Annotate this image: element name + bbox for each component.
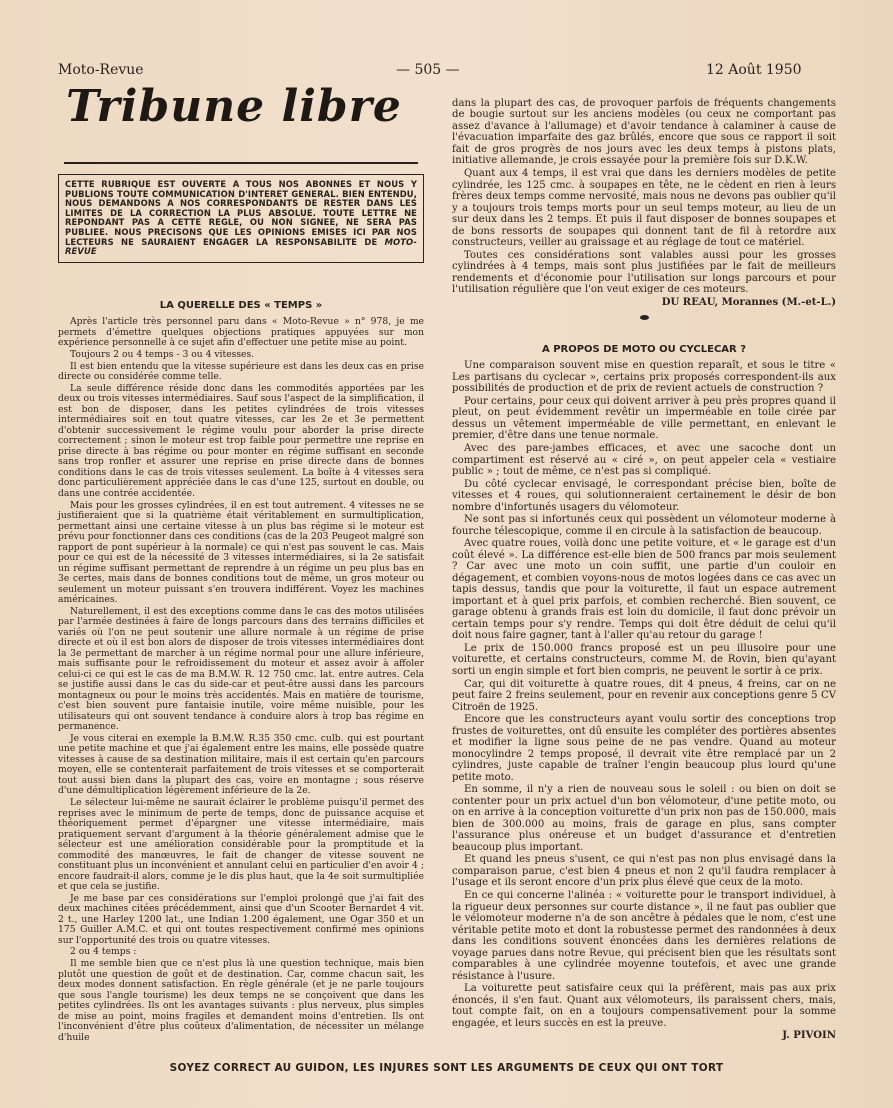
masthead-rule <box>64 162 418 164</box>
paragraph: En ce qui concerne l'alinéa : « voiturette pour le transport individuel, à la rigueur deux personnes sur courte distance », il ne faut pas oublier que le vélomoteur moderne n'a de son ancêtre à pédales que le nom, c'est une véritable petite moto et dont la robustesse permet des randonnées à deux dans les conditions souvent énoncées dans les dernières relations de voyage parues dans notre Revue, qui précisent bien que les résultats sont comparables à une cylindrée moyenne toutefois, et avec une grande résistance à l'usure. <box>452 890 836 982</box>
footer-motto: SOYEZ CORRECT AU GUIDON, LES INJURES SONT LES ARGUMENTS DE CEUX QUI ONT TORT <box>169 1062 724 1074</box>
paragraph: Ne sont pas si infortunés ceux qui possèdent un vélomoteur moderne à fourche télescopique, comme il en circule à la satisfaction de beaucoup. <box>452 514 836 537</box>
magazine-name: Moto-Revue <box>58 62 144 78</box>
paragraph: Mais pour les grosses cylindrées, il en est tout autrement. 4 vitesses ne se justifieraient que si la quatrième était véritablement en surmultiplication, permettant ainsi une certaine vitesse à un plus bas régime si le moteur est prévu pour fonctionner dans ces conditions (cas de la 203 Peugeot malgré son rapport de pont supérieur à la normale) ce qui n'est pas souvent le cas. Mais pour ce qui est de la nécessité de 3 vitesses intermédiaires, si la 2e satisfait un régime suffisant permettant de reprendre à un régime un peu plus bas en 3e certes, mais dans de bonnes conditions tout de même, un gros moteur ou seulement un moteur puissant s'en trouvera indifférent. Voyez les machines américaines. <box>58 499 424 605</box>
paragraph: Une comparaison souvent mise en question reparaît, et sous le titre « Les partisans du cyclecar », certains prix proposés correspondent-ils aux possibilités de production et de prix de revient actuels de construction ? <box>452 360 836 395</box>
paragraph: Je vous citerai en exemple la B.M.W. R.35 350 cmc. culb. qui est pourtant une petite machine et que j'ai également entre les mains, elle possède quatre vitesses à cause de sa destination militaire, mais il est certain qu'en parcours moyen, elle se contenterait parfaitement de trois vitesses et se comporterait tout aussi bien dans la plupart des cas, voire en montagne ; sous réserve d'une démultiplication légèrement inférieure de la 2e. <box>58 732 424 797</box>
issue-date: 12 Août 1950 <box>706 62 802 78</box>
paragraph: Après l'article très personnel paru dans « Moto-Revue » n° 978, je me permets d'émettre quelques objections pratiques appuyées sur mon expérience personnelle à ce sujet afin d'effectuer une petite mise au point. <box>58 316 424 349</box>
paragraph: Encore que les constructeurs ayant voulu sortir des conceptions trop frustes de voiturettes, ont dû ensuite les compléter des portières absentes et modifier la ligne sous peine de ne pas vendre. Quand au moteur monocylindre 2 temps proposé, il devrait vite être remplacé par un 2 cylindres, juste capable de traîner l'engin beaucoup plus lourd qu'une petite moto. <box>452 714 836 783</box>
paragraph: Avec quatre roues, voilà donc une petite voiture, et « le garage est d'un coût élevé ». La différence est-elle bien de 500 francs par mois seulement ? Car avec une moto un coin suffit, une partie d'un couloir en dégagement, et combien voyons-nous de motos logées dans ce cas avec un tapis dessus, tandis que pour la voiturette, il faut un espace autrement important et à quel prix parfois, et combien recherché. Bien souvent, ce garage obtenu à grands frais est loin du domicile, il faut donc prévoir un certain temps pour s'y rendre. Temps qui doit être déduit de celui qu'il doit nous faire gagner, tant à l'aller qu'au retour du garage ! <box>452 538 836 642</box>
masthead <box>58 81 424 158</box>
right-column <box>452 98 836 1043</box>
editorial-notice <box>58 174 424 263</box>
section-title-tribune-libre: Tribune libre <box>66 81 402 132</box>
left-column <box>58 81 424 1044</box>
paragraph: dans la plupart des cas, de provoquer parfois de fréquents changements de bougie surtout sur les anciens modèles (ou ceux ne comportant pas assez d'avance à l'allumage) et d'avoir tendance à calaminer à cause de l'évacuation imparfaite des gaz brûlés, encore que sous ce rapport il soit fait de gros progrès de nos jours avec les deux temps à pistons plats, initiative allemande, je crois essayée pour la première fois sur D.K.W. <box>452 98 836 167</box>
paragraph: Il est bien entendu que la vitesse supérieure est dans les deux cas en prise directe ou considérée comme telle. <box>58 360 424 383</box>
paragraph: Car, qui dit voiturette à quatre roues, dit 4 pneus, 4 freins, car on ne peut faire 2 freins seulement, pour en revenir aux conceptions genre 5 CV Citroën de 1925. <box>452 678 836 713</box>
notice-text: CETTE RUBRIQUE EST OUVERTE A TOUS NOS ABONNES ET NOUS Y PUBLIONS TOUTE COMMUNICATION D'INTERET GENERAL. BIEN ENTENDU, NOUS DEMANDONS A NOS CORRESPONDANTS DE RESTER DANS LES LIMITES DE LA CORRECTION LA PLUS ABSOLUE. TOUTE LETTRE NE REPONDANT PAS A CETTE REGLE, OU NON SIGNEE, NE SERA PAS PUBLIEE. NOUS PRECISONS QUE LES OPINIONS EMISES ICI PAR NOS LECTEURS NE SAURAIENT ENGAGER LA RESPONSABILITE DE <box>65 179 417 247</box>
notice-magazine-name: MOTO-REVUE <box>65 236 417 257</box>
paragraph: Je me base par ces considérations sur l'emploi prolongé que j'ai fait des deux machines citées précédemment, ainsi que d'un Scooter Bernardet 4 vit. 2 t., une Harley 1200 lat., une Indian 1.200 également, une Ogar 350 et un 175 Guiller A.M.C. et qui ont toutes respectivement confirmé mes opinions sur l'opportunité des trois ou quatre vitesses. <box>58 892 424 946</box>
paragraph: Pour certains, pour ceux qui doivent arriver à peu près propres quand il pleut, on peut évidemment revêtir un imperméable en toile cirée par dessus un vêtement imperméable de ville permettant, en enlevant le premier, d'être dans une tenue normale. <box>452 395 836 442</box>
paragraph: Il me semble bien que ce n'est plus là une question technique, mais bien plutôt une question de goût et de destination. Car, comme chacun sait, les deux modes donnent satisfaction. En règle générale (et je ne parle toujours que sous l'angle tourisme) les deux temps ne se conçoivent que dans les petites cylindrées. Ils ont les avantages suivants : plus nerveux, plus simples de mise au point, moins fragiles et demandent moins d'entretien. Ils ont l'inconvénient d'être plus coûteux d'alimentation, de nécessiter un mélange d'huile <box>58 958 424 1043</box>
page-number: — 505 — <box>396 62 460 78</box>
paragraph: Le prix de 150.000 francs proposé est un peu illusoire pour une voiturette, et certains constructeurs, comme M. de Rovin, bien qu'ayant sorti un engin simple et fort bien compris, ne peuvent le sortir à ce prix. <box>452 643 836 677</box>
article-body-querelle-continued <box>452 98 836 308</box>
signature-pivoin: J. PIVOIN <box>782 1030 836 1042</box>
ornament-dot-icon <box>640 315 649 320</box>
article-body-querelle <box>58 317 424 1043</box>
paragraph: Toutes ces considérations sont valables aussi pour les grosses cylindrées à 4 temps, mais sont plus justifiées par le fait de meilleurs rendements et d'économie pour l'utilisation sur longs parcours et pour l'utilisation régulière que l'on veut exiger de ces moteurs. <box>452 249 836 296</box>
paragraph: En somme, il n'y a rien de nouveau sous le soleil : ou bien on doit se contenter pour un prix actuel d'un bon vélomoteur, d'une petite moto, ou on en arrive à la conception voiturette d'un prix non pas de 150.000, mais bien de 300.000 au moins, frais de garage en plus, sans compter l'assurance plus onéreuse et un budget d'assurance et d'entretien beaucoup plus important. <box>452 784 836 853</box>
separator-ornament <box>452 312 836 323</box>
paragraph: Toujours 2 ou 4 temps - 3 ou 4 vitesses. <box>70 348 255 360</box>
article-body-cyclecar <box>452 360 836 1042</box>
paragraph: Avec des pare-jambes efficaces, et avec une sacoche dont un compartiment est réservé au « ciré », on peut appeler cela « vestiaire public » ; tout de même, ce n'est pas si compliqué. <box>452 443 836 477</box>
paragraph: Quant aux 4 temps, il est vrai que dans les derniers modèles de petite cylindrée, les 125 cmc. à soupapes en tête, ne le cèdent en rien à leurs frères deux temps comme nervosité, mais nous ne devons pas oublier qu'il y a toujours trois temps morts pour un seul temps moteur, au lieu de un sur deux dans les 2 temps. Et puis il faut disposer de bonnes soupapes et de bons ressorts de soupapes qui donnent tant de fil à retordre aux constructeurs, veiller au graissage et au réglage de tout ce matériel. <box>452 168 836 248</box>
signature-du-reau: DU REAU, Morannes (M.-et-L.) <box>661 296 836 308</box>
paragraph: 2 ou 4 temps : <box>70 946 137 958</box>
paragraph: Naturellement, il est des exceptions comme dans le cas des motos utilisées par l'armée destinées à faire de longs parcours dans des terrains difficiles et variés où l'on ne peut soutenir une allure normale à un régime de prise directe et où il est bon alors de disposer de trois vitesses intermédiaires dont la 3e permettant de marcher à un régime normal pour une allure inférieure, mais suffisante pour le refroidissement du moteur et assez avoir à affoler celui-ci ce qui est le cas de ma B.M.W. R. 12 750 cmc. lat. entre autres. Cela se justifie aussi dans le cas du side-car et peut-être aussi dans les parcours montagneux ou pour le moins très accidentés. Mais en matière de tourisme, c'est bien souvent pure fantaisie inutile, voire même nuisible, pour les utilisateurs qui ont souvent tendance à conduire alors à trop bas régime en permanence. <box>58 605 424 733</box>
article-title-cyclecar: A PROPOS DE MOTO OU CYCLECAR ? <box>541 343 747 355</box>
article-title-querelle: LA QUERELLE DES « TEMPS » <box>159 299 323 311</box>
paragraph: Et quand les pneus s'usent, ce qui n'est pas non plus envisagé dans la comparaison parue, c'est bien 4 pneus et non 2 qu'il faudra remplacer à l'usage et ils seront encore d'un prix plus élevé que ceux de la moto. <box>452 854 836 889</box>
paragraph: Du côté cyclecar envisagé, le correspondant précise bien, boîte de vitesses et 4 roues, qui solutionneraient certainement le désir de bon nombre d'infortunés usagers du vélomoteur. <box>452 478 836 513</box>
paragraph: La seule différence réside donc dans les commodités apportées par les deux ou trois vitesses intermédiaires. Sauf sous l'aspect de la simplification, il est bon de disposer, dans les petites cylindrées de trois vitesses intermédiaires soit en tout quatre vitesses, car les 2e et 3e permettent d'obtenir successivement le régime voulu pour aborder la prise directe correctement ; sinon le moteur est trop faible pour permettre une reprise en prise directe à bas régime ou pour monter en régime suffisant en seconde sans trop ronfler et assurer une reprise en prise directe dans de bonnes conditions dans le cas de trois vitesses seulement. La boîte à 4 vitesses sera donc particulièrement appréciée dans le cas d'une 125, surtout en double, ou dans une contrée accidentée. <box>58 382 424 499</box>
paragraph: La voiturette peut satisfaire ceux qui la préfèrent, mais pas aux prix énoncés, il s'en faut. Quant aux vélomoteurs, ils paraissent chers, mais, tout compte fait, on en a toujours compensativement pour la somme engagée, et leurs succès en est la preuve. <box>452 983 836 1029</box>
paragraph: Le sélecteur lui-même ne saurait éclairer le problème puisqu'il permet des reprises avec le minimum de perte de temps, donc de puissance acquise et théoriquement permet d'épargner une vitesse intermédiaire, mais pratiquement servant d'argument à la théorie généralement admise que le sélecteur est une amélioration considérable pour la promptitude et la commodité des manœuvres, le fait de changer de vitesse souvent ne constituant plus un inconvénient et annulant celui en particulier d'en avoir 4 ; encore faudrait-il alors, comme je le dis plus haut, que la 4e soit surmultipliée et que cela se justifie. <box>58 797 424 893</box>
